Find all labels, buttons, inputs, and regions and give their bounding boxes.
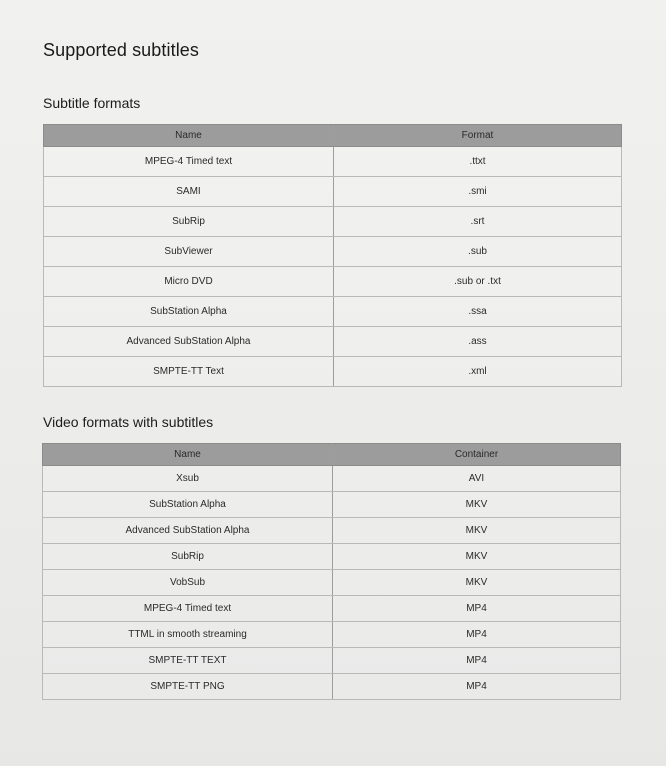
cell-format: .ttxt xyxy=(334,147,622,177)
cell-name: SAMI xyxy=(44,177,334,207)
cell-name: MPEG-4 Timed text xyxy=(43,596,333,622)
video-formats-table xyxy=(42,443,621,700)
table-row xyxy=(43,596,621,622)
cell-name: Advanced SubStation Alpha xyxy=(44,327,334,357)
table-row xyxy=(43,492,621,518)
subtitle-formats-table xyxy=(43,124,622,387)
cell-name: SMPTE-TT Text xyxy=(44,357,334,387)
table-row xyxy=(43,648,621,674)
cell-container: MP4 xyxy=(333,596,621,622)
cell-container: MKV xyxy=(333,544,621,570)
column-header-format: Format xyxy=(334,125,622,147)
column-header-name: Name xyxy=(43,444,333,466)
subtitle-formats-body xyxy=(44,147,622,387)
cell-container: MP4 xyxy=(333,622,621,648)
cell-name: TTML in smooth streaming xyxy=(43,622,333,648)
cell-container: MP4 xyxy=(333,674,621,700)
cell-name: VobSub xyxy=(43,570,333,596)
cell-format: .ssa xyxy=(334,297,622,327)
cell-name: SubStation Alpha xyxy=(43,492,333,518)
column-header-name: Name xyxy=(44,125,334,147)
table-row xyxy=(44,207,622,237)
table-row xyxy=(44,357,622,387)
table-header-row xyxy=(43,444,621,466)
cell-format: .xml xyxy=(334,357,622,387)
cell-container: MP4 xyxy=(333,648,621,674)
cell-format: .smi xyxy=(334,177,622,207)
cell-name: Advanced SubStation Alpha xyxy=(43,518,333,544)
cell-name: SubViewer xyxy=(44,237,334,267)
table-row xyxy=(44,177,622,207)
cell-name: Micro DVD xyxy=(44,267,334,297)
cell-name: Xsub xyxy=(43,466,333,492)
cell-format: .srt xyxy=(334,207,622,237)
cell-name: SMPTE-TT PNG xyxy=(43,674,333,700)
cell-name: SubRip xyxy=(44,207,334,237)
cell-name: SMPTE-TT TEXT xyxy=(43,648,333,674)
table-row xyxy=(44,267,622,297)
table-row xyxy=(44,297,622,327)
table-row xyxy=(43,570,621,596)
table-row xyxy=(43,622,621,648)
cell-container: MKV xyxy=(333,518,621,544)
column-header-container: Container xyxy=(333,444,621,466)
cell-format: .sub xyxy=(334,237,622,267)
table-row xyxy=(43,466,621,492)
cell-format: .ass xyxy=(334,327,622,357)
page-title: Supported subtitles xyxy=(43,40,199,60)
section-title-subtitle-formats: Subtitle formats xyxy=(43,95,141,111)
cell-name: MPEG-4 Timed text xyxy=(44,147,334,177)
table-header-row xyxy=(44,125,622,147)
table-row xyxy=(43,518,621,544)
table-row xyxy=(44,237,622,267)
cell-container: MKV xyxy=(333,492,621,518)
table-row xyxy=(43,544,621,570)
cell-name: SubRip xyxy=(43,544,333,570)
cell-name: SubStation Alpha xyxy=(44,297,334,327)
cell-container: AVI xyxy=(333,466,621,492)
table-row xyxy=(43,674,621,700)
cell-format: .sub or .txt xyxy=(334,267,622,297)
video-formats-body xyxy=(43,466,621,700)
cell-container: MKV xyxy=(333,570,621,596)
table-row xyxy=(44,147,622,177)
table-row xyxy=(44,327,622,357)
section-title-video-formats: Video formats with subtitles xyxy=(43,414,214,430)
